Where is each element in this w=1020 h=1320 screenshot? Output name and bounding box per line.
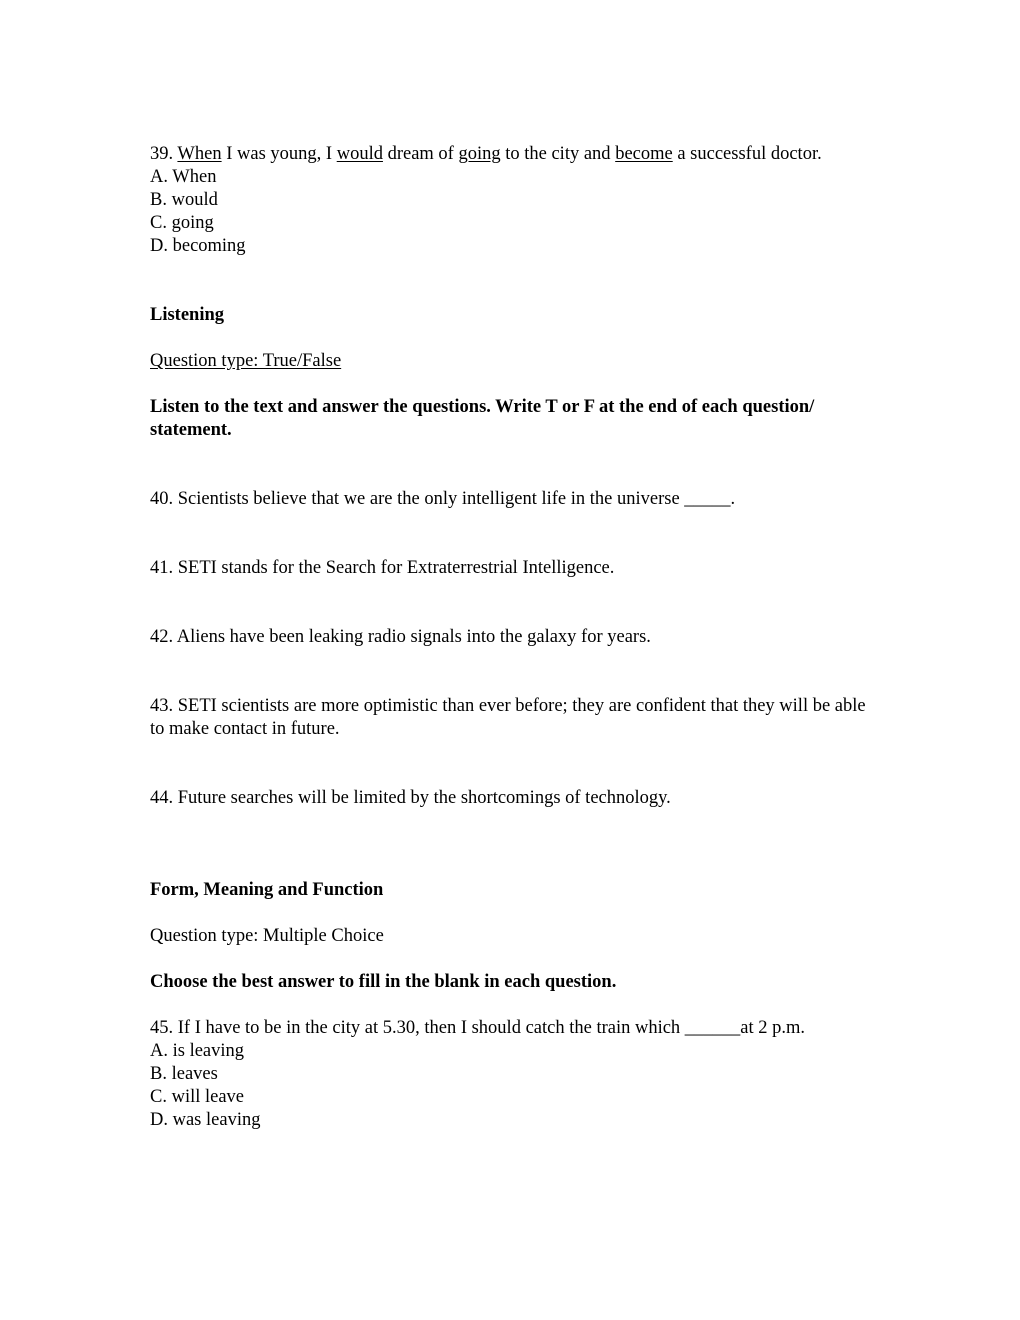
question-44: 44. Future searches will be limited by the shortcomings of technology. [150,788,671,808]
q45-option-b: B. leaves [150,1064,218,1084]
q45-option-c: C. will leave [150,1087,245,1107]
q39-option-b: B. would [150,190,218,210]
underlined-when: When [177,144,222,164]
form-heading: Form, Meaning and Function [150,880,384,900]
q45-option-d: D. was leaving [150,1110,261,1130]
question-41: 41. SETI stands for the Search for Extraterrestrial Intelligence. [150,558,615,578]
q39-option-d: D. becoming [150,236,246,256]
listening-heading: Listening [150,305,225,325]
q39-option-a: A. When [150,167,217,187]
document-page [150,143,870,1132]
listening-instruction: Listen to the text and answer the questions. Write T or F at the end of each question/ statement. [150,397,815,440]
q45-option-a: A. is leaving [150,1041,245,1061]
question-42: 42. Aliens have been leaking radio signals into the galaxy for years. [150,627,651,647]
form-question-type: Question type: Multiple Choice [150,926,384,946]
question-40: 40. Scientists believe that we are the only intelligent life in the universe _____. [150,489,736,509]
underlined-become: become [615,144,673,164]
underlined-would: would [336,144,383,164]
underlined-going: going [458,144,501,164]
listening-question-type: Question type: True/False [150,351,342,371]
question-39-stem: 39. When I was young, I would dream of going to the city and become a successful doctor. [150,144,822,164]
question-45-stem: 45. If I have to be in the city at 5.30, then I should catch the train which ______at 2 p.m. [150,1018,806,1038]
form-instruction: Choose the best answer to fill in the blank in each question. [150,972,617,992]
q39-option-c: C. going [150,213,214,233]
question-43: 43. SETI scientists are more optimistic than ever before; they are confident that they will be able to make contact in future. [150,696,866,739]
